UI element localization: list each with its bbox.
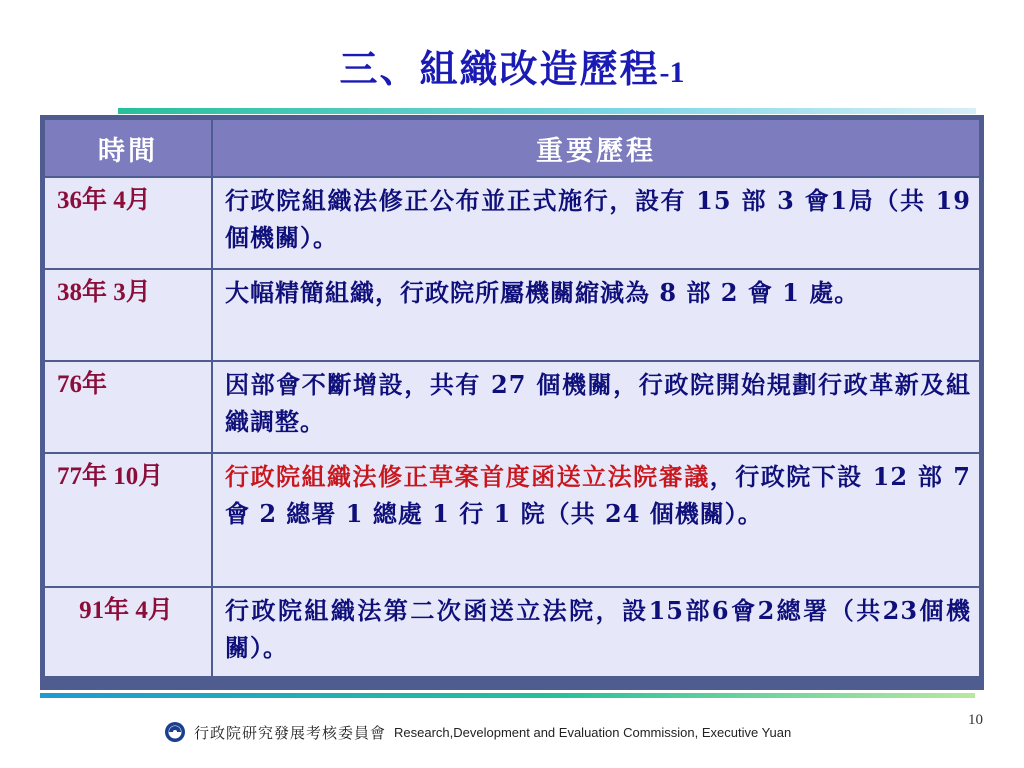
title-underline: [118, 108, 976, 114]
slide-title-main: 三、組織改造歷程: [339, 46, 660, 91]
footer-divider: [40, 693, 975, 698]
row-event: 行政院組織法第二次函送立法院，設15部6會2總署（共23個機關）。: [213, 588, 979, 676]
table-row: [45, 270, 979, 360]
slide-title-suffix: -1: [659, 56, 685, 89]
table-row: [45, 588, 979, 676]
row-event: 行政院組織法修正公布並正式施行，設有 15 部 3 會1局（共 19 個機關）。: [213, 178, 979, 268]
commission-logo-icon: [164, 721, 186, 743]
table-header-row: [45, 120, 979, 176]
row-date: 38年 3月: [45, 270, 211, 360]
table-row: [45, 178, 979, 268]
row-date: 36年 4月: [45, 178, 211, 268]
history-table-frame: [40, 115, 984, 690]
row-event: 因部會不斷增設，共有 27 個機關，行政院開始規劃行政革新及組織調整。: [213, 362, 979, 452]
row-date: 77年 10月: [45, 454, 211, 586]
footer-org-english: Research,Development and Evaluation Commission, Executive Yuan: [394, 724, 792, 740]
row-date: 91年 4月: [45, 588, 211, 676]
column-header-date: 時間: [45, 120, 211, 176]
row-event-highlight: 行政院組織法修正草案首度函送立法院審議: [225, 462, 710, 491]
row-event-text: ，行政院下設 12 部 7 會 2 總署 1 總處 1 行 1 院（共 24 個機關）。: [225, 462, 971, 528]
row-date: 76年: [45, 362, 211, 452]
slide-title: [0, 38, 1024, 93]
footer: [164, 719, 791, 745]
table-row: [45, 362, 979, 452]
row-event: [213, 454, 979, 586]
table-row: [45, 454, 979, 586]
page-number: 10: [968, 712, 983, 728]
column-header-event: 重要歷程: [213, 120, 979, 176]
footer-org-chinese: 行政院研究發展考核委員會: [194, 723, 387, 742]
row-event: 大幅精簡組織，行政院所屬機關縮減為 8 部 2 會 1 處。: [213, 270, 979, 360]
history-table: [43, 118, 981, 678]
